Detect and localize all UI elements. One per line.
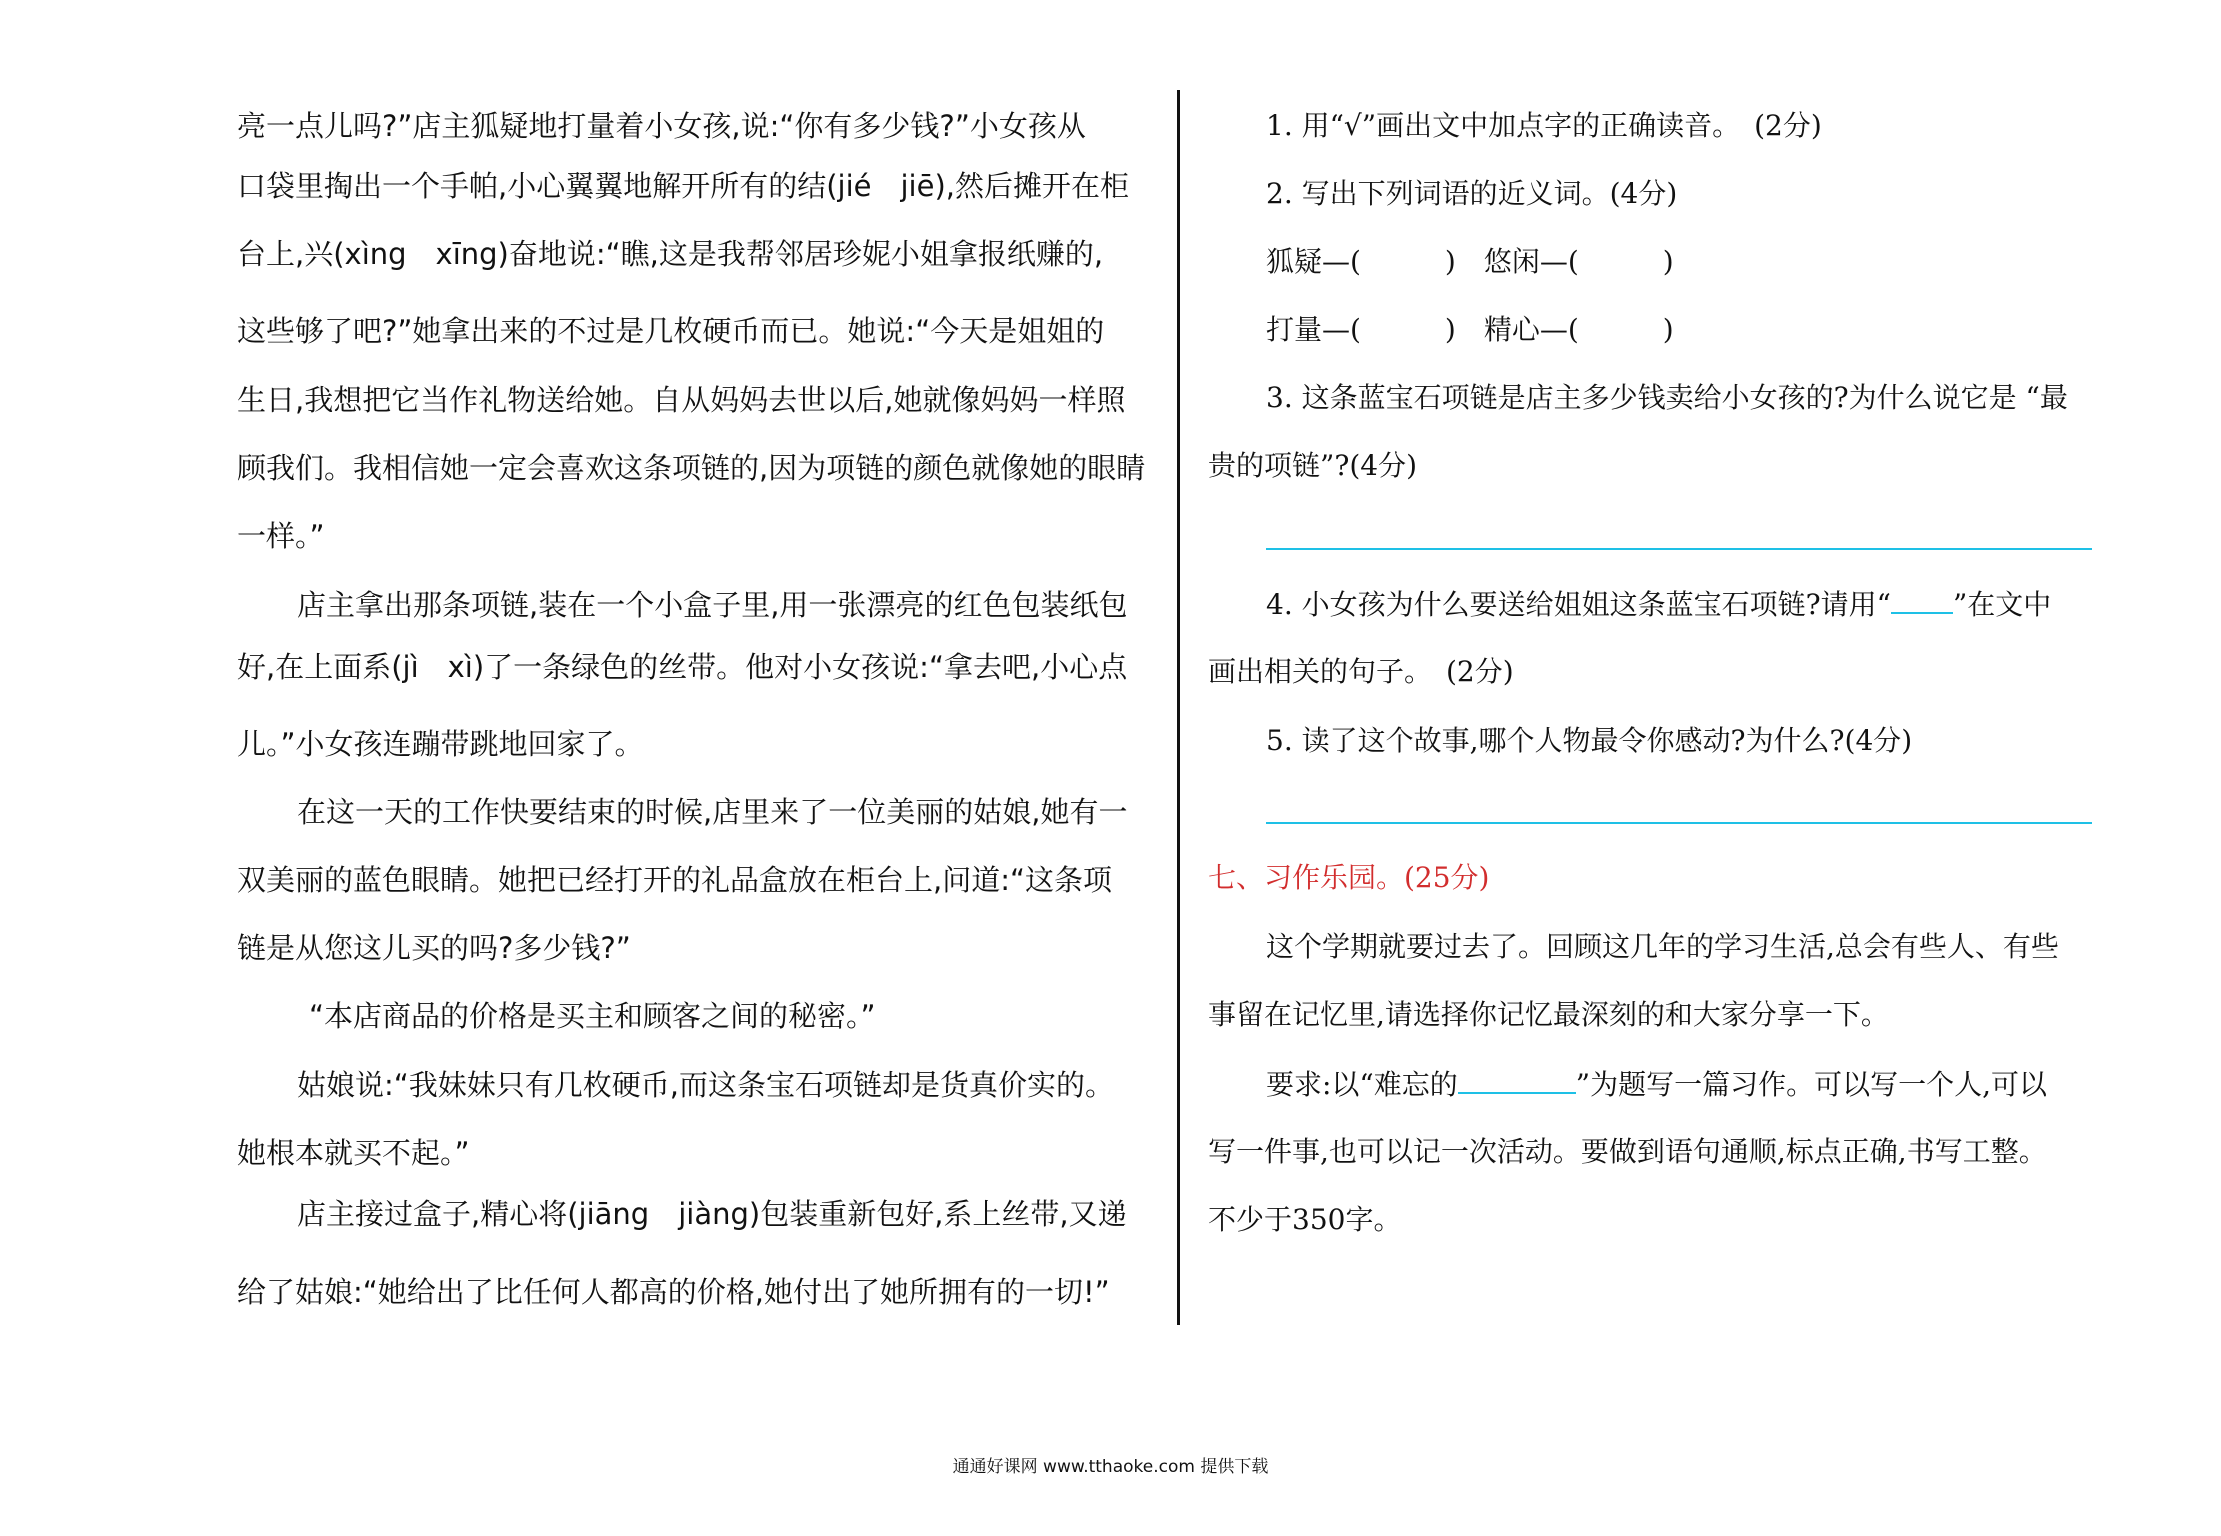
passage-line: 好,在上面系(jì xì)了一条绿色的丝带。他对小女孩说:“拿去吧,小心点 xyxy=(237,650,1128,684)
passage-line: 儿。”小女孩连蹦带跳地回家了。 xyxy=(237,727,644,761)
passage-line: 生日,我想把它当作礼物送给她。自从妈妈去世以后,她就像妈妈一样照 xyxy=(237,383,1126,417)
passage-line: 一样。” xyxy=(237,519,325,553)
passage-line: 双美丽的蓝色眼睛。她把已经打开的礼品盒放在柜台上,问道:“这条项 xyxy=(237,863,1113,897)
question-1: 1. 用“√”画出文中加点字的正确读音。 (2分) xyxy=(1266,109,1822,142)
passage-line: 店主接过盒子,精心将(jiāng jiàng)包装重新包好,系上丝带,又递 xyxy=(297,1197,1127,1231)
question-5: 5. 读了这个故事,哪个人物最令你感动?为什么?(4分) xyxy=(1266,724,1913,757)
question-3-line-2: 贵的项链”?(4分) xyxy=(1208,449,1417,482)
passage-line: 口袋里掏出一个手帕,小心翼翼地解开所有的结(jié jiē),然后摊开在柜 xyxy=(237,169,1129,203)
synonym-row-2: 打量—( ) 精心—( ) xyxy=(1266,313,1674,346)
section-7-title: 七、习作乐园。(25分) xyxy=(1208,861,1490,894)
essay-intro-line-1: 这个学期就要过去了。回顾这几年的学习生活,总会有些人、有些 xyxy=(1266,930,2059,963)
passage-line: 店主拿出那条项链,装在一个小盒子里,用一张漂亮的红色包装纸包 xyxy=(297,588,1128,622)
page-footer: 通通好课网 www.tthaoke.com 提供下载 xyxy=(952,1457,1269,1477)
passage-line: 亮一点儿吗?”店主狐疑地打量着小女孩,说:“你有多少钱?”小女孩从 xyxy=(237,109,1086,143)
question-4-line-2: 画出相关的句子。 (2分) xyxy=(1208,655,1514,688)
answer-line-q5[interactable] xyxy=(1266,822,2092,824)
answer-line-q3[interactable] xyxy=(1266,548,2092,550)
requirement-text: 要求:以“难忘的 xyxy=(1266,1068,1458,1101)
question-4-line-1 xyxy=(1266,584,2051,625)
question-4-text: 4. 小女孩为什么要送给姐姐这条蓝宝石项链?请用“ xyxy=(1266,588,1891,621)
underline-sample xyxy=(1891,584,1953,614)
title-blank[interactable] xyxy=(1458,1064,1576,1094)
essay-intro-line-2: 事留在记忆里,请选择你记忆最深刻的和大家分享一下。 xyxy=(1208,998,1889,1031)
passage-line: 链是从您这儿买的吗?多少钱?” xyxy=(237,931,631,965)
requirement-text-end: ”为题写一篇习作。可以写一个人,可以 xyxy=(1575,1068,2047,1101)
question-3-line-1: 3. 这条蓝宝石项链是店主多少钱卖给小女孩的?为什么说它是 “最 xyxy=(1266,381,2068,414)
essay-requirement-line-1 xyxy=(1266,1064,2047,1105)
column-divider xyxy=(1177,90,1180,1325)
question-4-text-end: ”在文中 xyxy=(1952,588,2052,621)
passage-line: “本店商品的价格是买主和顾客之间的秘密。” xyxy=(309,999,876,1033)
passage-line: 在这一天的工作快要结束的时候,店里来了一位美丽的姑娘,她有一 xyxy=(297,795,1128,829)
essay-requirement-line-2: 写一件事,也可以记一次活动。要做到语句通顺,标点正确,书写工整。 xyxy=(1208,1135,2047,1168)
passage-line: 给了姑娘:“她给出了比任何人都高的价格,她付出了她所拥有的一切!” xyxy=(237,1275,1110,1309)
passage-line: 她根本就买不起。” xyxy=(237,1136,470,1170)
essay-requirement-line-3: 不少于350字。 xyxy=(1208,1203,1402,1236)
passage-line: 台上,兴(xìng xīng)奋地说:“瞧,这是我帮邻居珍妮小姐拿报纸赚的, xyxy=(237,237,1104,271)
passage-line: 姑娘说:“我妹妹只有几枚硬币,而这条宝石项链却是货真价实的。 xyxy=(297,1068,1115,1102)
question-2: 2. 写出下列词语的近义词。(4分) xyxy=(1266,177,1678,210)
passage-line: 顾我们。我相信她一定会喜欢这条项链的,因为项链的颜色就像她的眼睛 xyxy=(237,451,1146,485)
passage-line: 这些够了吧?”她拿出来的不过是几枚硬币而已。她说:“今天是姐姐的 xyxy=(237,314,1105,348)
synonym-row-1: 狐疑—( ) 悠闲—( ) xyxy=(1266,245,1674,278)
